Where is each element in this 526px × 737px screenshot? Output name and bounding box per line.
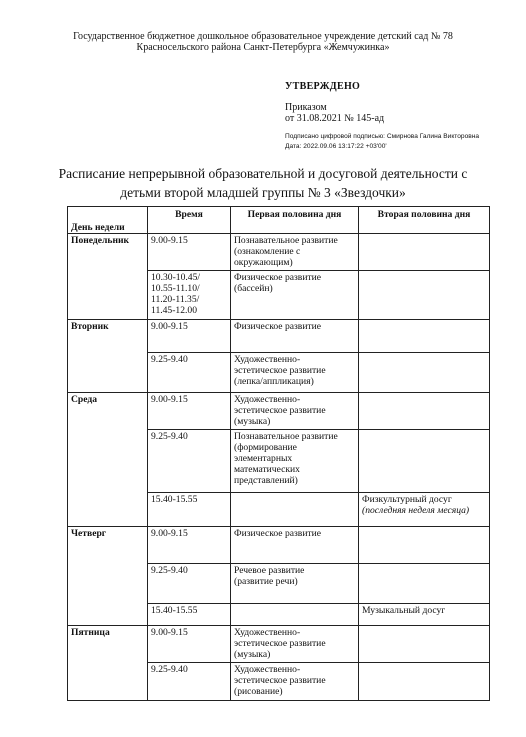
first-half-cell xyxy=(231,604,359,626)
day-name-cell: Понедельник xyxy=(68,234,148,320)
time-text: 9.25-9.40 xyxy=(151,354,188,365)
time-text: 9.00-9.15 xyxy=(151,235,188,246)
activity-text: Физическое развитие xyxy=(234,528,322,539)
activity-text: Художественно- xyxy=(234,354,301,365)
document-title-line-1: Расписание непрерывной образовательной и досуговой деятельности с xyxy=(58,166,468,181)
order-line-1: Приказом xyxy=(285,102,327,113)
order-line-2: от 31.08.2021 № 145-ад xyxy=(285,113,385,124)
time-cell xyxy=(148,604,231,626)
first-half-cell xyxy=(231,320,359,353)
activity-text: математических xyxy=(234,464,300,475)
time-text: 10.30-10.45/ xyxy=(151,272,201,283)
schedule-body xyxy=(68,234,490,701)
activity-text: Физкультурный досуг xyxy=(362,494,452,505)
second-half-cell xyxy=(359,320,490,353)
first-half-cell xyxy=(231,527,359,564)
day-name-cell: Пятница xyxy=(68,626,148,701)
activity-text: эстетическое развитие xyxy=(234,405,326,416)
activity-text: Физическое развитие xyxy=(234,272,322,283)
time-text: 11.20-11.35/ xyxy=(151,294,200,305)
time-cell xyxy=(148,626,231,663)
activity-text: Речевое развитие xyxy=(234,565,305,576)
time-cell xyxy=(148,493,231,527)
first-half-cell xyxy=(231,626,359,663)
time-cell xyxy=(148,271,231,320)
second-half-cell xyxy=(359,430,490,493)
second-half-cell xyxy=(359,353,490,393)
header-day: День недели xyxy=(68,207,148,234)
time-text: 11.45-12.00 xyxy=(151,305,198,316)
second-half-cell xyxy=(359,564,490,604)
approved-heading: УТВЕРЖДЕНО xyxy=(285,81,361,92)
day-name-cell: Вторник xyxy=(68,320,148,393)
second-half-cell xyxy=(359,527,490,564)
time-text: 9.00-9.15 xyxy=(151,321,188,332)
first-half-cell xyxy=(231,271,359,320)
first-half-cell xyxy=(231,564,359,604)
time-text: 9.25-9.40 xyxy=(151,565,188,576)
activity-text: (лепка/аппликация) xyxy=(234,376,314,387)
activity-text: (музыка) xyxy=(234,416,271,427)
second-half-cell xyxy=(359,234,490,271)
time-cell xyxy=(148,430,231,493)
header-first-half: Первая половина дня xyxy=(231,207,359,234)
activity-text: эстетическое развитие xyxy=(234,365,326,376)
digital-signature-line-1: Подписано цифровой подписью: Смирнова Галина Викторовна xyxy=(285,133,480,140)
table-row xyxy=(68,626,490,663)
header-second-half: Вторая половина дня xyxy=(359,207,490,234)
activity-text: Познавательное развитие xyxy=(234,235,338,246)
activity-text: представлений) xyxy=(234,475,298,486)
org-name-line-1: Государственное бюджетное дошкольное образовательное учреждение детский сад № 78 xyxy=(73,31,453,42)
first-half-cell xyxy=(231,663,359,701)
activity-text: (развитие речи) xyxy=(234,576,298,587)
table-row xyxy=(68,234,490,271)
activity-text: (формирование xyxy=(234,442,297,453)
activity-text: Физическое развитие xyxy=(234,321,322,332)
second-half-cell xyxy=(359,393,490,430)
table-row xyxy=(68,527,490,564)
activity-text: (ознакомление с xyxy=(234,246,301,257)
document-title-line-2: детьми второй младшей группы № 3 «Звездочки» xyxy=(120,185,406,200)
activity-text: (музыка) xyxy=(234,649,271,660)
time-cell xyxy=(148,663,231,701)
time-cell xyxy=(148,527,231,564)
activity-text: Музыкальный досуг xyxy=(362,605,446,616)
time-cell xyxy=(148,320,231,353)
time-text: 15.40-15.55 xyxy=(151,605,198,616)
activity-text: Художественно- xyxy=(234,664,301,675)
header-time: Время xyxy=(148,207,231,234)
first-half-cell xyxy=(231,493,359,527)
activity-text: окружающим) xyxy=(234,257,293,268)
activity-text: элементарных xyxy=(234,453,293,464)
second-half-cell xyxy=(359,663,490,701)
activity-text: (рисование) xyxy=(234,686,283,697)
time-text: 9.00-9.15 xyxy=(151,528,188,539)
first-half-cell xyxy=(231,234,359,271)
second-half-cell xyxy=(359,493,490,527)
time-cell xyxy=(148,353,231,393)
activity-text: Художественно- xyxy=(234,627,301,638)
time-text: 9.25-9.40 xyxy=(151,664,188,675)
time-text: 9.25-9.40 xyxy=(151,431,188,442)
activity-text: (бассейн) xyxy=(234,283,273,294)
time-cell xyxy=(148,234,231,271)
activity-text: Познавательное развитие xyxy=(234,431,338,442)
table-row xyxy=(68,320,490,353)
schedule-table xyxy=(67,206,490,701)
table-row xyxy=(68,393,490,430)
day-name-cell: Четверг xyxy=(68,527,148,626)
time-cell xyxy=(148,564,231,604)
time-cell xyxy=(148,393,231,430)
activity-text: эстетическое развитие xyxy=(234,638,326,649)
time-text: 10.55-11.10/ xyxy=(151,283,200,294)
time-text: 9.00-9.15 xyxy=(151,627,188,638)
first-half-cell xyxy=(231,353,359,393)
activity-text: эстетическое развитие xyxy=(234,675,326,686)
time-text: 9.00-9.15 xyxy=(151,394,188,405)
activity-text: Художественно- xyxy=(234,394,301,405)
time-text: 15.40-15.55 xyxy=(151,494,198,505)
second-half-cell xyxy=(359,271,490,320)
digital-signature-date: Дата: 2022.09.06 13:17:22 +03'00' xyxy=(285,143,387,150)
day-name-cell: Среда xyxy=(68,393,148,527)
second-half-cell xyxy=(359,604,490,626)
table-header-row xyxy=(68,207,490,234)
first-half-cell xyxy=(231,430,359,493)
activity-note: (последняя неделя месяца) xyxy=(362,505,470,516)
first-half-cell xyxy=(231,393,359,430)
second-half-cell xyxy=(359,626,490,663)
org-name-line-2: Красносельского района Санкт-Петербурга «Жемчужинка» xyxy=(136,42,390,53)
